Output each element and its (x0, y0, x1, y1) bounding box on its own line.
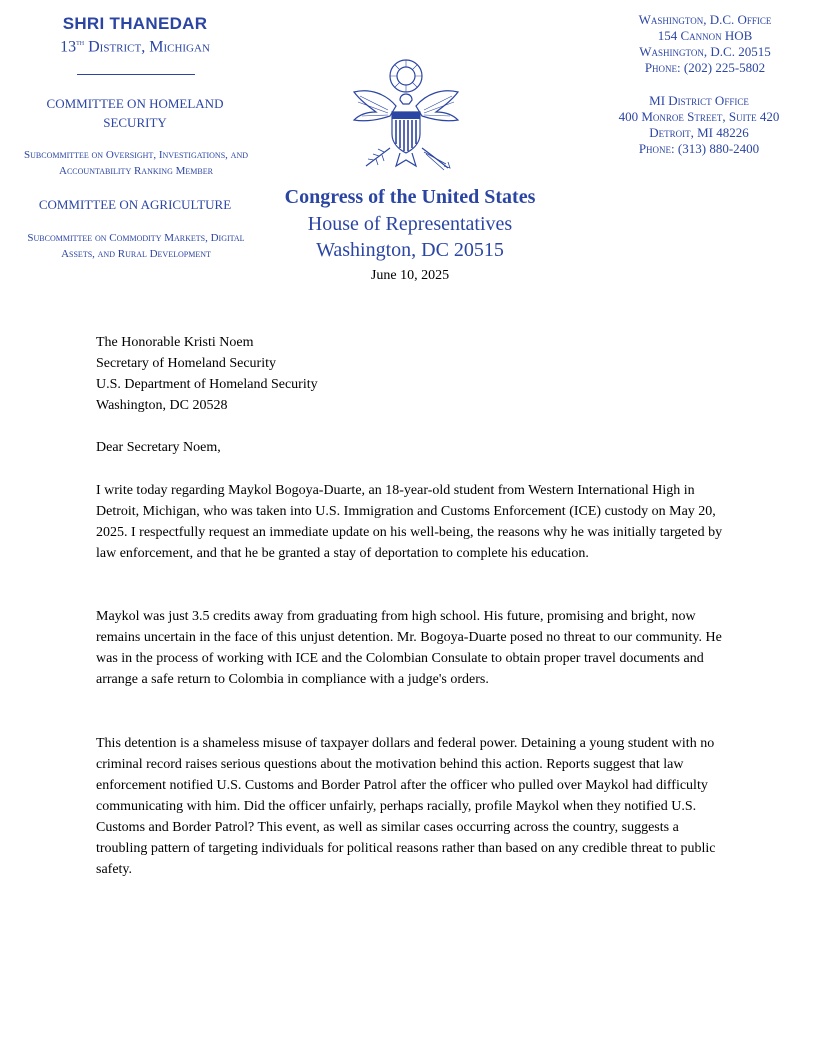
district-label: 13th District, Michigan (60, 37, 210, 56)
congress-title: Congress of the United States (284, 186, 536, 208)
committee-agriculture: COMMITTEE ON AGRICULTURE (38, 197, 232, 212)
divider (77, 74, 195, 75)
city-line: Washington, DC 20515 (316, 239, 504, 261)
dc-office-line1: 154 Cannon HOB (657, 28, 753, 43)
addressee-line: U.S. Department of Homeland Security (96, 377, 318, 392)
dc-office-block (600, 12, 810, 76)
body-paragraph: Maykol was just 3.5 credits away from graduating from high school. His future, promising and bright, now remains uncertain in the face of this unjust detention. Mr. Bogoya-Duarte posed no threat to our community. He was in the process of working with ICE and the Colombian Consulate to obtain proper travel documents and arrange a safe return to Colombia in compliance with a judge's orders. (96, 609, 722, 687)
addressee-line: Secretary of Homeland Security (96, 356, 276, 371)
representative-name: SHRI THANEDAR (62, 14, 208, 33)
dc-office-title: Washington, D.C. Office (638, 12, 772, 27)
dc-office-line2: Washington, D.C. 20515 (639, 44, 771, 59)
committee-homeland: COMMITTEE ON HOMELAND SECURITY (46, 96, 224, 130)
subcommittee-commodity: Subcommittee on Commodity Markets, Digital Assets, and Rural Development (27, 232, 245, 260)
body-paragraph: This detention is a shameless misuse of taxpayer dollars and federal power. Detaining a young student with no criminal record raises serious questions about the motivation behind this action. Reports suggest that law enforcement notified U.S. Customs and Border Patrol after the officer who pulled over Maykol had difficulty communicating with him. Did the officer unfairly, perhaps racially, profile Maykol when they notified U.S. Customs and Border Patrol? This event, as well as similar cases occurring across the country, suggests a troubling pattern of targeting individuals for political reasons rather than based on any credible threat to public safety. (96, 736, 716, 877)
mi-office-block (594, 93, 804, 157)
mi-office-phone: Phone: (313) 880-2400 (638, 141, 760, 156)
dc-office-phone: Phone: (202) 225-5802 (644, 60, 766, 75)
salutation: Dear Secretary Noem, (96, 440, 221, 455)
subcommittee-oversight: Subcommittee on Oversight, Investigations, and Accountability Ranking Member (24, 149, 248, 177)
mi-office-line1: 400 Monroe Street, Suite 420 (618, 109, 780, 124)
house-seal-icon (346, 56, 466, 178)
body-paragraph: I write today regarding Maykol Bogoya-Duarte, an 18-year-old student from Western International High in Detroit, Michigan, who was taken into U.S. Immigration and Customs Enforcement (ICE) custody on May 20, 2025. I respectfully request an immediate update on his well-being, the reasons why he was initially targeted by law enforcement, and that he be granted a stay of deportation to complete his education. (96, 483, 723, 561)
letter-date: June 10, 2025 (370, 268, 450, 283)
addressee-line: Washington, DC 20528 (96, 398, 228, 413)
mi-office-title: MI District Office (649, 93, 749, 108)
addressee-block (96, 332, 726, 416)
addressee-line: The Honorable Kristi Noem (96, 335, 254, 350)
house-title: House of Representatives (307, 213, 513, 235)
mi-office-line2: Detroit, MI 48226 (649, 125, 749, 140)
